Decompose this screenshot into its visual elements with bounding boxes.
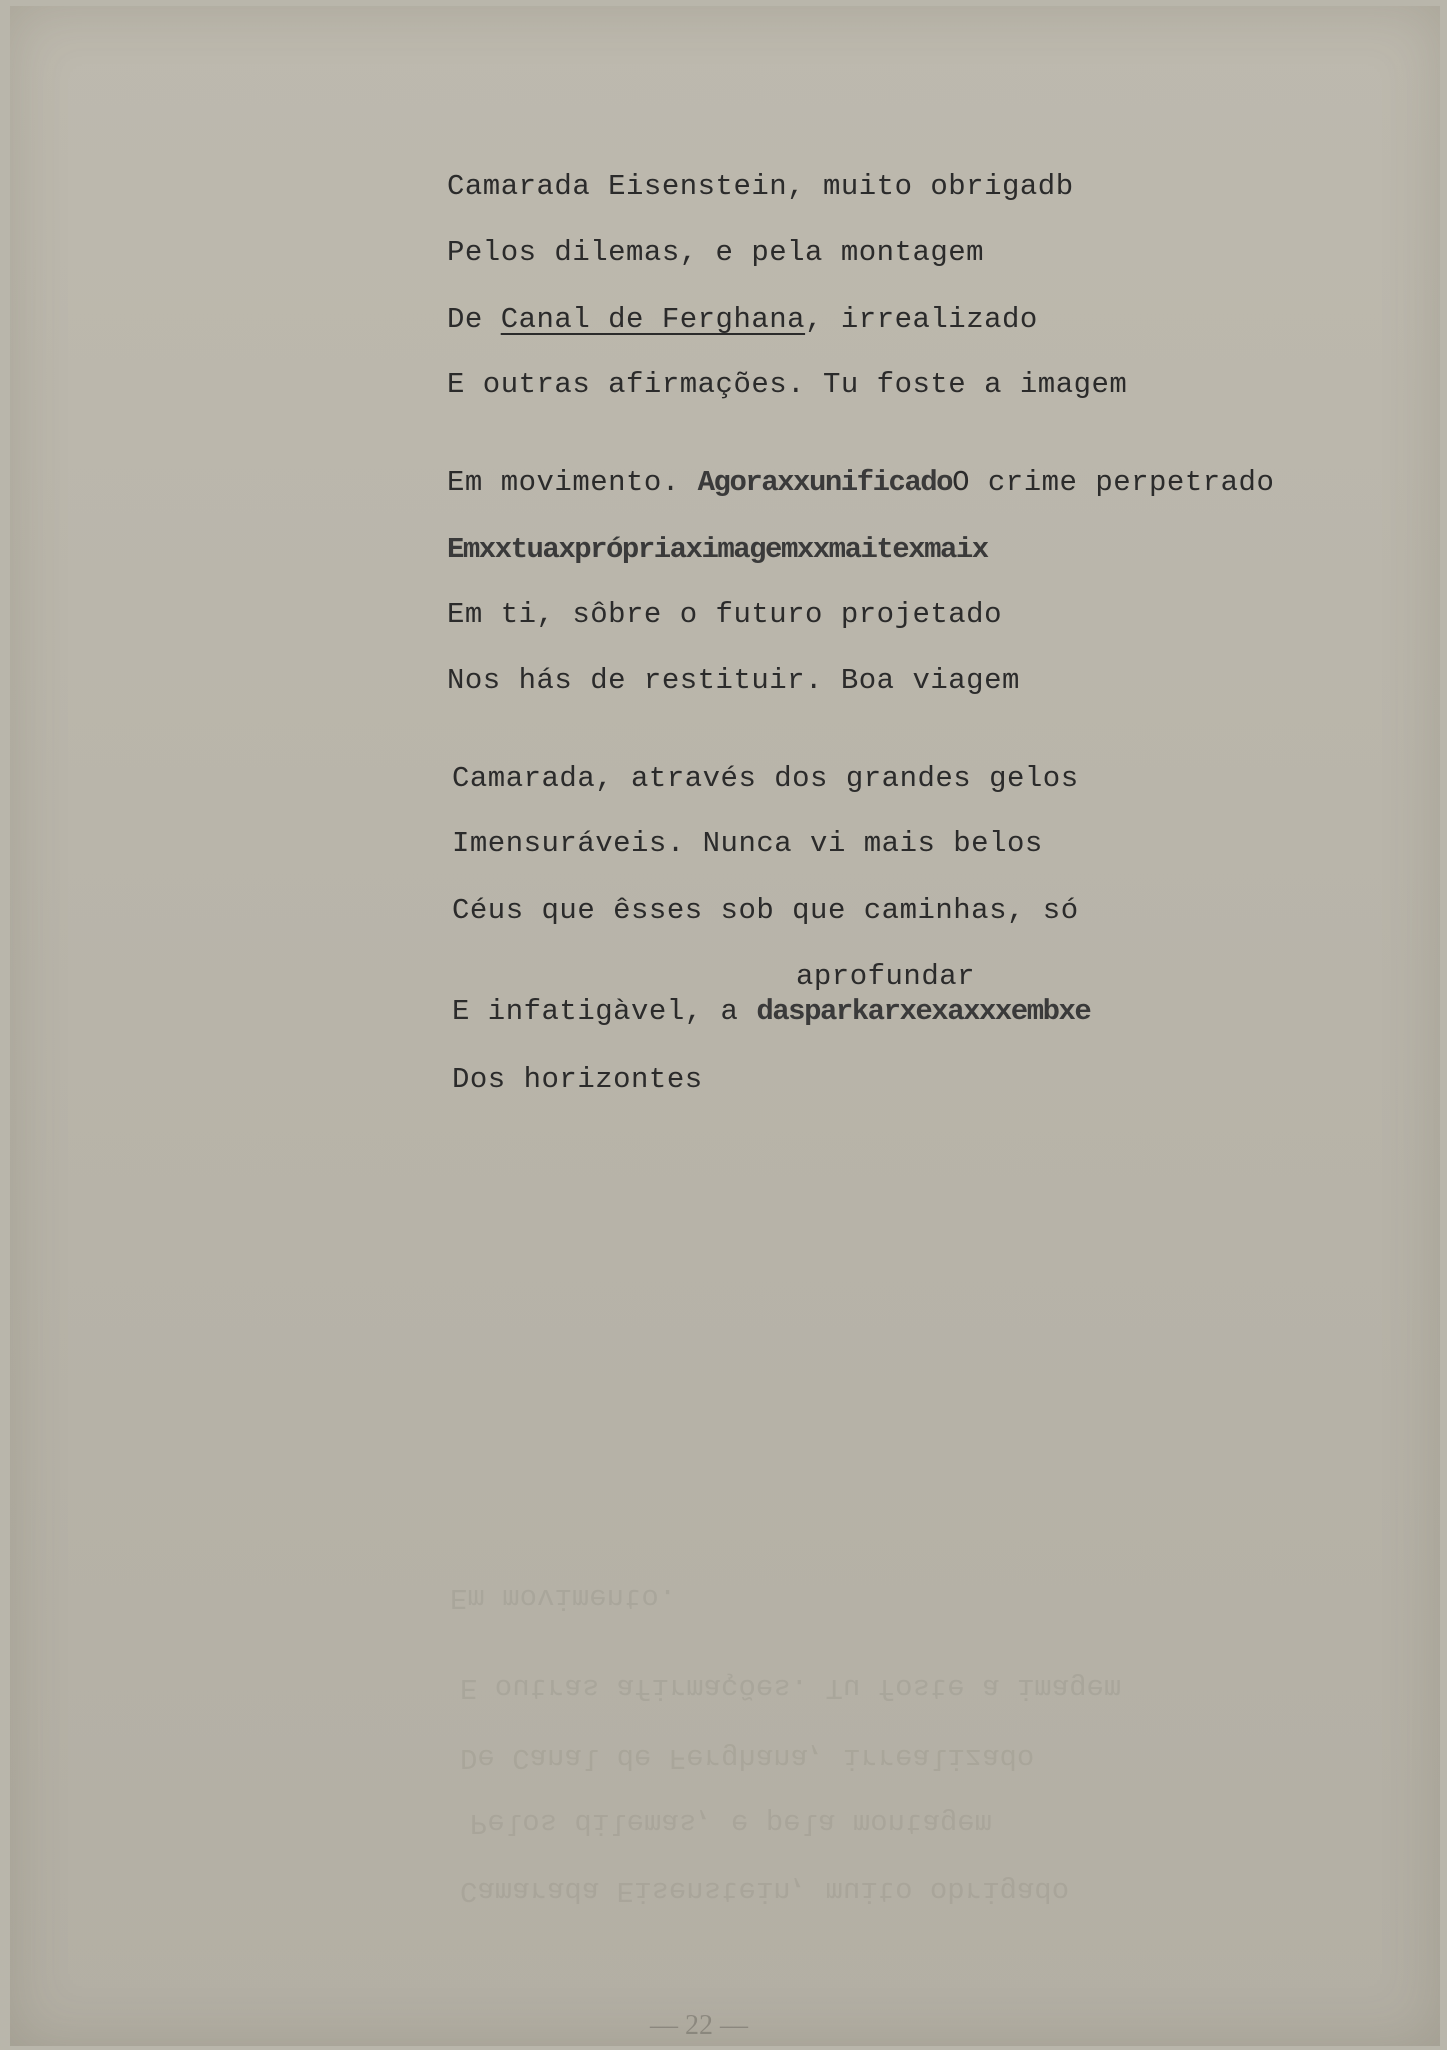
poem-line (447, 303, 1038, 336)
bleed-through-text: De Canal de Ferghana, irrealizado (460, 1741, 1035, 1774)
bleed-through-text: E outras afirmações. Tu foste a imagem (460, 1671, 1122, 1704)
film-title: Canal de Ferghana (500, 303, 806, 336)
poem-line (447, 533, 988, 566)
poem-line: E outras afirmações. Tu foste a imagem (447, 368, 1128, 401)
bleed-through-text: Camarada Eisenstein, muito obrigado (460, 1874, 1070, 1907)
struck-text: Emxxtuaxprópriaximagemxxmaitexmaix (447, 533, 988, 566)
bleed-through-text: Pelos dilemas, e pela montagem (470, 1806, 993, 1839)
poem-line: Camarada Eisenstein, muito obrigadb (447, 170, 1074, 203)
poem-line-text: De (447, 303, 501, 336)
poem-line-text: E infatigàvel, a (452, 995, 757, 1028)
poem-line: Nos hás de restituir. Boa viagem (447, 664, 1020, 697)
poem-line: Camarada, através dos grandes gelos (452, 762, 1079, 795)
poem-line: Imensuráveis. Nunca vi mais belos (452, 827, 1043, 860)
bleed-through-text: Em movimento. (450, 1581, 677, 1614)
poem-line: Dos horizontes (452, 1063, 703, 1096)
struck-text: Agoraxxunificado (697, 466, 953, 499)
handwritten-insertion: aprofundar (796, 960, 976, 993)
struck-text: dasparkarxexaxxxembxe (756, 995, 1091, 1028)
page-number: — 22 — (650, 2010, 748, 2041)
paper-sheet (10, 6, 1440, 2046)
poem-line-text: Em movimento. (447, 466, 698, 499)
poem-line: Céus que êsses sob que caminhas, só (452, 894, 1079, 927)
poem-line-text: O crime perpetrado (952, 466, 1275, 499)
poem-line (452, 995, 1090, 1028)
poem-line (447, 466, 1274, 499)
poem-line: Pelos dilemas, e pela montagem (447, 236, 985, 269)
poem-line: Em ti, sôbre o futuro projetado (447, 598, 1002, 631)
poem-line-text: , irrealizado (805, 303, 1038, 336)
